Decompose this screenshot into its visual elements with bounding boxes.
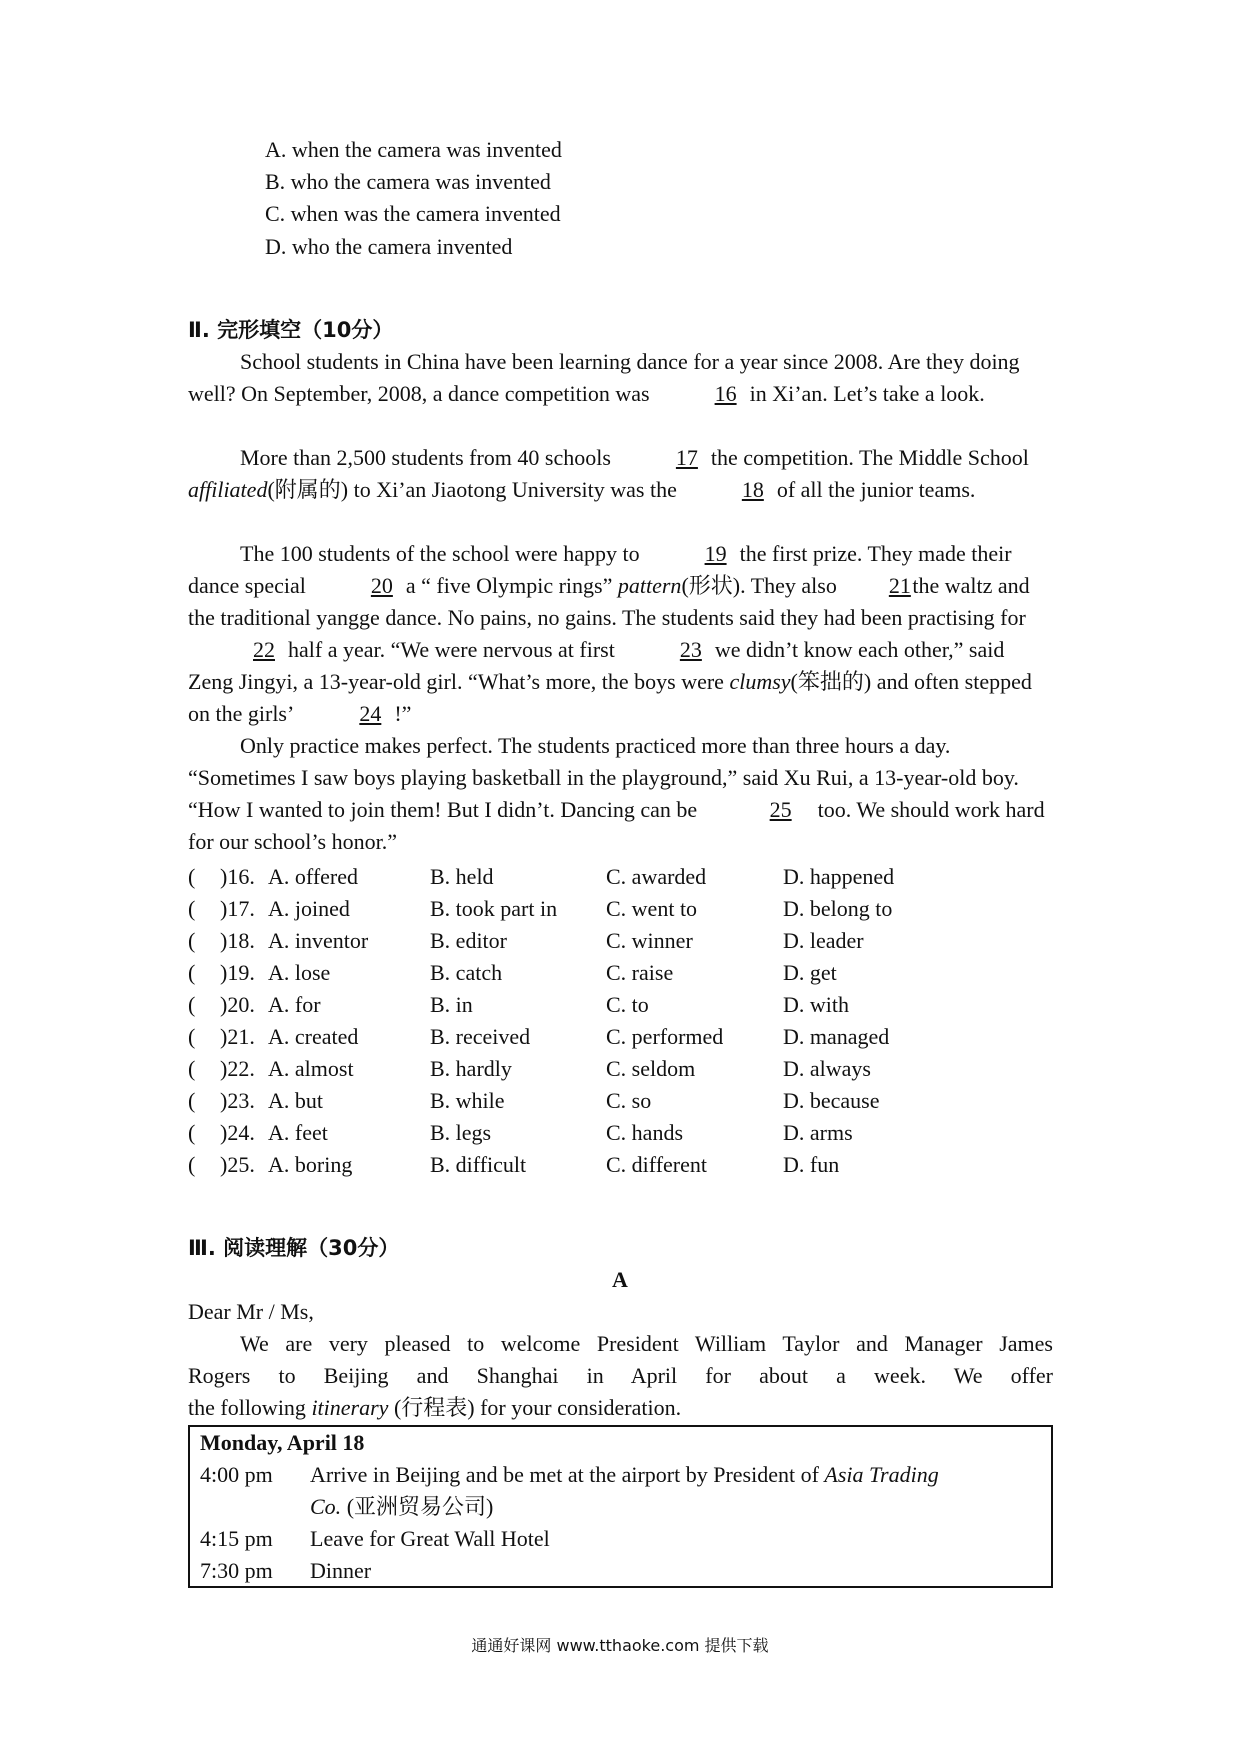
option-d: D. get [783,960,837,985]
itinerary-time: 4:15 pm [200,1526,273,1551]
cloze-text: a “ five Olympic rings” [405,573,613,598]
letter-italic-word: itinerary [311,1395,389,1420]
option-c: C. performed [606,1024,724,1049]
itinerary-time: 4:00 pm [200,1462,273,1487]
answer-paren: ( [188,1152,196,1177]
itinerary-text: Leave for Great Wall Hotel [310,1526,550,1551]
option-a: A. joined [268,896,350,921]
cloze-italic-word: pattern [617,573,682,598]
option-d: D. leader [783,928,864,953]
q15-option-b: B. who the camera was invented [265,169,551,194]
answer-paren: ( [188,928,196,953]
question-number: )22. [220,1056,255,1081]
option-c: C. to [606,992,649,1017]
option-b: B. held [430,864,494,889]
cloze-text: !” [394,701,412,726]
itinerary-company: Co. [310,1494,342,1519]
question-24 [188,1117,1068,1149]
option-c: C. hands [606,1120,683,1145]
blank-25: 25 [769,797,792,822]
itinerary-time: 7:30 pm [200,1558,273,1583]
cloze-text: the competition. The Middle School [710,445,1029,470]
answer-paren: ( [188,960,196,985]
question-number: )17. [220,896,255,921]
cloze-italic-word: clumsy [729,669,791,694]
cloze-paragraph-4 [188,730,1053,858]
option-d: D. happened [783,864,895,889]
blank-21: 21 [888,573,911,598]
option-a: A. boring [268,1152,353,1177]
answer-paren: ( [188,1056,196,1081]
q15-option-a: A. when the camera was invented [265,137,562,162]
blank-23: 23 [679,637,702,662]
question-number: )19. [220,960,255,985]
option-a: A. but [268,1088,323,1113]
question-19 [188,957,1068,989]
blank-19: 19 [704,541,727,566]
question-21 [188,1021,1068,1053]
letter-text: the following [188,1395,306,1420]
answer-paren: ( [188,864,196,889]
section2-heading: Ⅱ. 完形填空（10分） [188,318,394,342]
option-d: D. because [783,1088,880,1113]
page-footer: 通通好课网 www.tthaoke.com 提供下载 [471,1636,769,1655]
letter-text: (行程表) for your consideration. [393,1395,682,1420]
answer-paren: ( [188,1120,196,1145]
passage-label: A [612,1267,628,1292]
option-d: D. arms [783,1120,853,1145]
option-c: C. awarded [606,864,707,889]
cloze-paragraph-1 [188,346,1053,410]
option-d: D. belong to [783,896,893,921]
option-c: C. different [606,1152,708,1177]
cloze-text: we didn’t know each other,” said Zeng Jingyi, a 13-year-old girl. “What’s more, the boys were [188,637,1005,694]
blank-17: 17 [675,445,698,470]
option-d: D. always [783,1056,871,1081]
option-a: A. created [268,1024,359,1049]
answer-paren: ( [188,896,196,921]
cloze-paragraph-3 [188,538,1053,730]
option-c: C. seldom [606,1056,696,1081]
question-number: )20. [220,992,255,1017]
option-a: A. feet [268,1120,328,1145]
option-b: B. editor [430,928,507,953]
q15-option-d: D. who the camera invented [265,234,513,259]
answer-paren: ( [188,1088,196,1113]
cloze-text: of all the junior teams. [776,477,976,502]
itinerary-company: Asia Trading [824,1462,939,1487]
itinerary-company-cn: (亚洲贸易公司) [346,1494,494,1519]
blank-18: 18 [741,477,764,502]
option-d: D. managed [783,1024,890,1049]
blank-24: 24 [359,701,382,726]
itinerary-row-continuation [310,1491,493,1523]
itinerary-row [200,1523,550,1555]
blank-20: 20 [370,573,393,598]
option-b: B. in [430,992,473,1017]
cloze-text: half a year. “We were nervous at first [288,637,615,662]
itinerary-text: Dinner [310,1558,372,1583]
option-a: A. inventor [268,928,369,953]
letter-line-1: We are very pleased to welcome President William Taylor and Manager James [240,1331,1053,1356]
option-c: C. raise [606,960,674,985]
option-b: B. hardly [430,1056,512,1081]
letter-line-2: Rogers to Beijing and Shanghai in April for about a week. We offer [188,1363,1053,1388]
option-a: A. for [268,992,321,1017]
option-b: B. difficult [430,1152,527,1177]
cloze-text: (形状). They also [681,573,837,598]
cloze-text: School students in China have been learning dance for a year since 2008. Are they doing well? On September, 2008, a dance competition was [188,349,1020,406]
question-number: )23. [220,1088,255,1113]
letter-greeting: Dear Mr / Ms, [188,1299,314,1324]
option-b: B. while [430,1088,505,1113]
question-18 [188,925,1068,957]
question-17 [188,893,1068,925]
question-number: )25. [220,1152,255,1177]
cloze-text: The 100 students of the school were happy to [240,541,640,566]
cloze-paragraph-2 [188,442,1053,506]
itinerary-day: Monday, April 18 [200,1430,365,1455]
option-b: B. catch [430,960,503,985]
option-a: A. offered [268,864,358,889]
question-16 [188,861,1068,893]
blank-16: 16 [714,381,737,406]
option-c: C. so [606,1088,652,1113]
option-c: C. winner [606,928,693,953]
question-number: )18. [220,928,255,953]
cloze-text: the waltz and the traditional yangge dance. No pains, no gains. The students said they had been practising for [188,573,1030,630]
option-d: D. fun [783,1152,840,1177]
cloze-text: (笨拙的) and often stepped on the girls’ [188,669,1032,726]
cloze-text: too. We should work hard for our school’s honor.” [188,797,1045,854]
option-b: B. took part in [430,896,558,921]
question-22 [188,1053,1068,1085]
option-d: D. with [783,992,849,1017]
cloze-italic-word: affiliated [188,477,268,502]
answer-paren: ( [188,1024,196,1049]
question-number: )21. [220,1024,255,1049]
question-23 [188,1085,1068,1117]
blank-22: 22 [253,637,275,662]
cloze-text: the first prize. They made their dance special [188,541,1012,598]
cloze-text: (附属的) to Xi’an Jiaotong University was the [267,477,677,502]
question-number: )24. [220,1120,255,1145]
cloze-text: More than 2,500 students from 40 schools [240,445,611,470]
cloze-text: Only practice makes perfect. The students practiced more than three hours a day. “Sometimes I saw boys playing basketball in the playground,” said Xu Rui, a 13-year-old boy. “How I wanted to join them! But I didn’t. Dancing can be [188,733,1019,822]
option-a: A. almost [268,1056,354,1081]
option-b: B. legs [430,1120,492,1145]
option-c: C. went to [606,896,698,921]
question-25 [188,1149,1068,1181]
itinerary-table [188,1425,1053,1588]
question-20 [188,989,1068,1021]
option-a: A. lose [268,960,331,985]
q15-option-c: C. when was the camera invented [265,201,561,226]
question-number: )16. [220,864,255,889]
letter-line-3 [188,1392,681,1424]
cloze-text: in Xi’an. Let’s take a look. [749,381,985,406]
option-b: B. received [430,1024,531,1049]
itinerary-text: Arrive in Beijing and be met at the airport by President of [310,1462,819,1487]
section3-heading: Ⅲ. 阅读理解（30分） [188,1236,400,1260]
answer-paren: ( [188,992,196,1017]
itinerary-row [200,1459,939,1491]
itinerary-row [200,1555,371,1587]
